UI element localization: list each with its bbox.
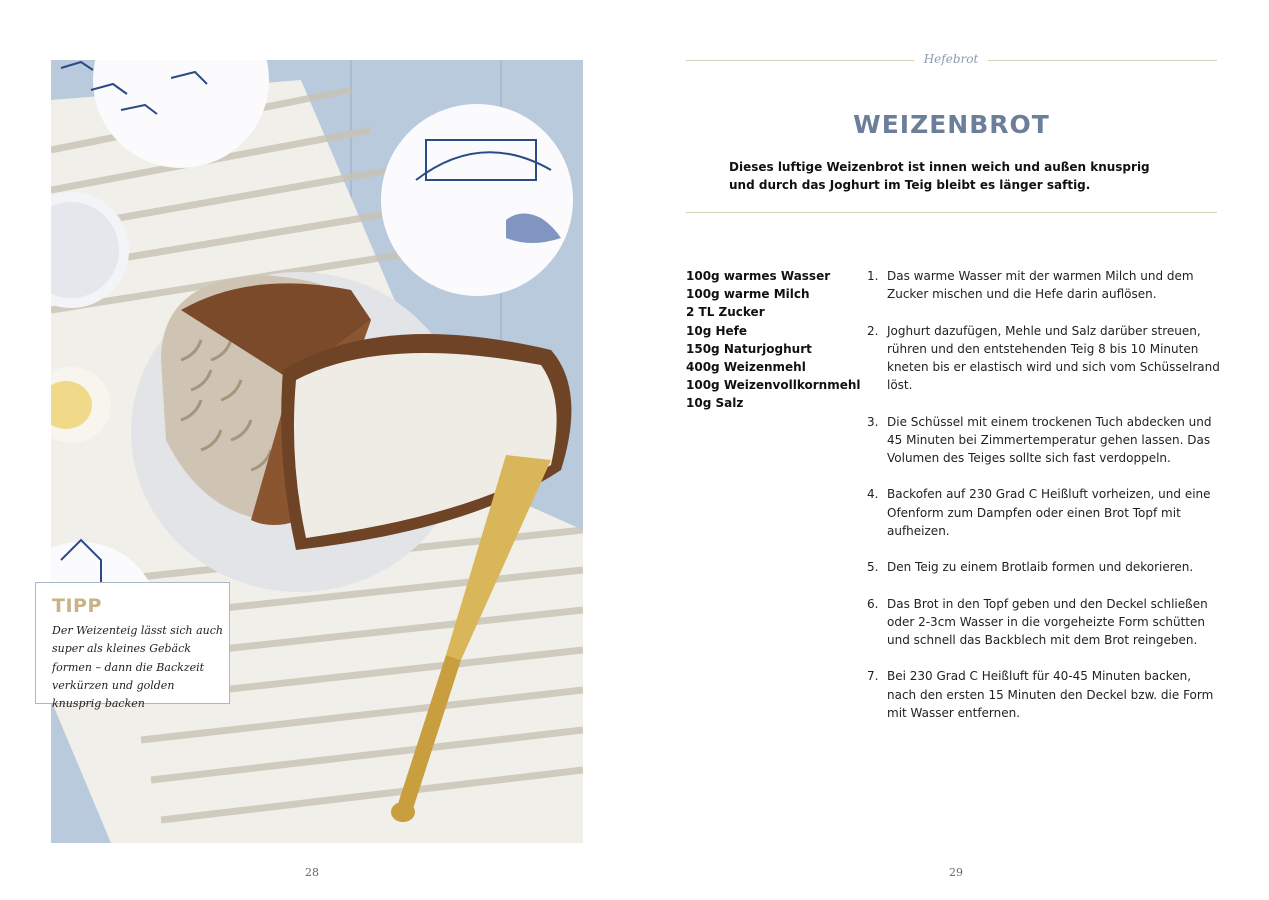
recipe-title: WEIZENBROT [853,110,1050,139]
step-item [867,413,1222,468]
decorative-plate-top-right [381,104,573,296]
ingredient-item: 10g Salz [686,396,744,411]
step-number: 5. [867,560,879,575]
step-text: Den Teig zu einem Brotlaib formen und dekorieren. [887,560,1194,575]
page-number-right: 29 [949,866,963,879]
step-text: Bei 230 Grad C Heißluft für 40-45 Minuten backen, nach den ersten 15 Minuten den Deckel bzw. die Form mit Wasser entfernen. [887,669,1214,720]
page-number-left: 28 [305,866,319,879]
tip-text: Der Weizenteig lässt sich auch super als kleines Gebäck formen – dann die Backzeit verkürzen und golden knusprig backen [52,624,223,711]
ingredient-item: 100g Weizenvollkornmehl [686,378,861,393]
tip-box [35,582,230,711]
ingredient-item: 400g Weizenmehl [686,360,806,375]
step-number: 4. [867,487,879,502]
ingredient-item: 10g Hefe [686,323,748,338]
bread-photo [51,60,583,843]
step-text: Das warme Wasser mit der warmen Milch und dem Zucker mischen und die Hefe darin auflösen. [887,269,1194,302]
step-item [867,267,1222,303]
step-number: 7. [867,669,879,684]
ingredient-item: 2 TL Zucker [686,305,765,320]
ingredient-item: 100g warmes Wasser [686,269,831,283]
step-text: Joghurt dazufügen, Mehle und Salz darüber streuen, rühren und den entstehenden Teig 8 bis 10 Minuten kneten bis er elastisch wird und sich vom Schüsselrand löst. [887,323,1220,393]
intro-divider [686,212,1217,213]
step-number: 1. [867,269,879,283]
step-number: 2. [867,323,879,338]
step-item [867,595,1222,650]
instruction-steps [867,267,1222,740]
step-item [867,485,1222,540]
step-item [867,558,1222,576]
step-number: 6. [867,596,879,611]
step-text: Backofen auf 230 Grad C Heißluft vorheizen, und eine Ofenform zum Dampfen oder einen Brot Topf mit aufheizen. [887,487,1211,538]
step-number: 3. [867,414,879,429]
ingredient-item: 150g Naturjoghurt [686,341,812,356]
step-item [867,667,1222,722]
section-rule-right [988,60,1217,61]
tip-title: TIPP [52,595,102,617]
step-item [867,322,1222,395]
section-label: Hefebrot [923,52,979,66]
step-text: Das Brot in den Topf geben und den Deckel schließen oder 2-3cm Wasser in die vorgeheizte Form schütten und schnell das Backblech mit dem Brot reingeben. [887,596,1208,647]
ingredient-item: 100g warme Milch [686,287,810,302]
ingredient-list [686,267,861,413]
step-text: Die Schüssel mit einem trockenen Tuch abdecken und 45 Minuten bei Zimmertemperatur gehen lassen. Das Volumen des Teiges sollte sich fast verdoppeln. [887,414,1212,465]
section-rule-left [686,60,914,61]
recipe-intro: Dieses luftige Weizenbrot ist innen weich und außen knusprig und durch das Joghurt im Teig bleibt es länger saftig. [729,160,1150,193]
